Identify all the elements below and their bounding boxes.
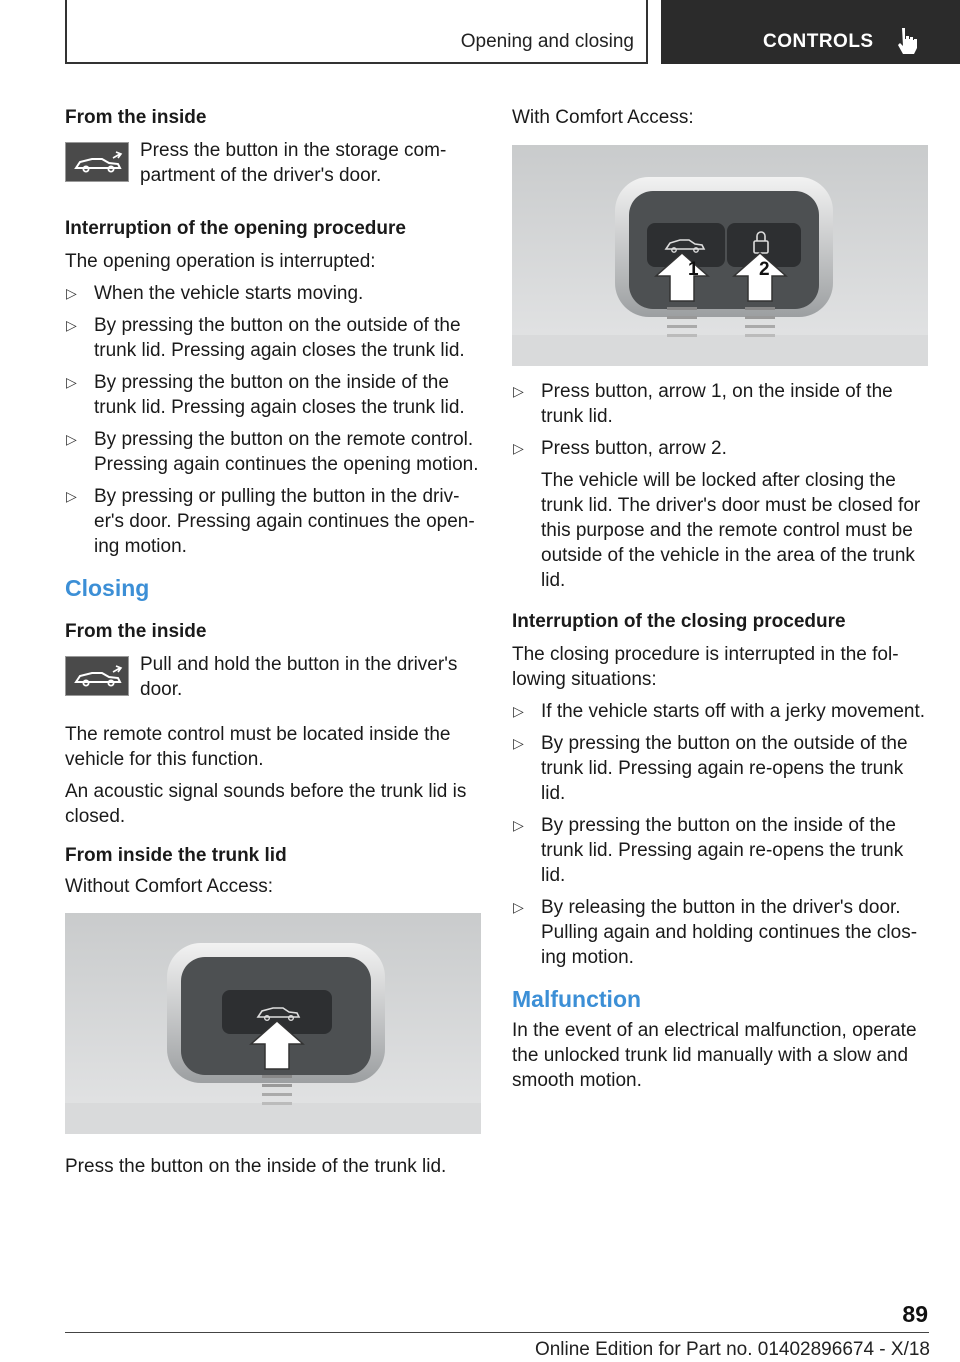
section-heading-malfunction: Malfunction — [512, 986, 642, 1012]
bullet-triangle-icon: ▷ — [513, 817, 524, 833]
subheading-trunk-lid: From inside the trunk lid — [65, 845, 287, 866]
interruption-close-intro: The closing procedure is interrupted in the following situations: — [512, 644, 899, 690]
edition-note: Online Edition for Part no. 01402896674 - X/18 — [534, 1339, 930, 1360]
subheading-interruption-close: Interruption of the closing procedure — [512, 611, 846, 632]
step-2-explanation: The vehicle will be locked after closing the trunk lid. The driver's door must be closed for this purpose and the remote control must be outside of the vehicle in the area of the trunk lid. — [541, 470, 921, 591]
list-item: ▷ By pressing the button on the inside of the trunk lid. Pressing again closes the trunk lid. — [66, 372, 465, 418]
photo-label-2: 2 — [759, 259, 770, 280]
pointing-hand-icon — [895, 26, 919, 54]
trunk-button-icon — [65, 656, 129, 696]
with-comfort-label: With Comfort Access: — [512, 107, 694, 128]
list-item: ▷ By pressing the button on the inside of the trunk lid. Pressing again re-opens the trunk lid. — [513, 815, 904, 886]
list-item: ▷ If the vehicle starts off with a jerky movement. — [513, 701, 926, 722]
list-item: ▷ By releasing the button in the driver's door. Pulling again and holding continues the closing motion. — [513, 897, 918, 968]
list-item: ▷ Press button, arrow 2. The vehicle will be locked after closing the trunk lid. The driver's door must be closed for this purpose and the remote control must be outside of the vehicle in the area of the trunk lid. — [512, 436, 930, 593]
subheading-from-inside-closing: From the inside — [65, 621, 207, 642]
interruption-open-intro: The opening operation is interrupted: — [65, 251, 376, 272]
right-column — [512, 105, 930, 1100]
section-title: Opening and closing — [460, 31, 634, 52]
trunk-button-icon — [65, 142, 129, 182]
trunk-button-photo-single — [65, 913, 481, 1134]
bullet-triangle-icon: ▷ — [513, 440, 524, 456]
list-item: ▷ Press button, arrow 1, on the inside of the trunk lid. — [513, 381, 893, 427]
malfunction-text: In the event of an electrical malfunction, operate the unlocked trunk lid manually with a slow and smooth motion. — [512, 1020, 917, 1091]
list-item: ▷ By pressing the button on the remote control. Pressing again continues the opening motion. — [66, 429, 479, 475]
bullet-triangle-icon: ▷ — [66, 317, 77, 333]
chapter-title: CONTROLS — [763, 31, 874, 52]
icon-row-closing — [65, 652, 481, 708]
comfort-steps-list — [512, 379, 930, 593]
closing-paragraph-2: An acoustic signal sounds before the trunk lid is closed. — [65, 781, 467, 827]
header-chapter-box — [661, 0, 960, 64]
header-section-box — [65, 0, 648, 64]
trunk-button-photo-double — [512, 145, 928, 366]
closing-paragraph-1: The remote control must be located inside the vehicle for this function. — [65, 724, 451, 770]
section-heading-closing: Closing — [65, 575, 150, 601]
closing-icon-text: Pull and hold the button in the driver's door. — [140, 654, 458, 700]
subheading-interruption-open: Interruption of the opening procedure — [65, 218, 406, 239]
page-number: 89 — [902, 1301, 928, 1327]
bullet-triangle-icon: ▷ — [513, 735, 524, 751]
left-column — [65, 105, 481, 1186]
icon-row-storage — [65, 138, 481, 194]
photo-caption: Press the button on the inside of the trunk lid. — [65, 1156, 447, 1177]
list-item: ▷ When the vehicle starts moving. — [66, 283, 364, 304]
photo-label-1: 1 — [688, 259, 699, 280]
interruption-close-list — [512, 699, 930, 970]
bullet-triangle-icon: ▷ — [66, 488, 77, 504]
footer-divider — [65, 1332, 929, 1333]
bullet-triangle-icon: ▷ — [66, 374, 77, 390]
without-comfort-label: Without Comfort Access: — [65, 876, 274, 897]
list-item: ▷ By pressing or pulling the button in the driver's door. Pressing again continues the opening motion. — [66, 486, 475, 557]
subheading-from-inside: From the inside — [65, 107, 207, 128]
bullet-triangle-icon: ▷ — [513, 899, 524, 915]
list-item: ▷ By pressing the button on the outside of the trunk lid. Pressing again closes the trunk lid. — [66, 315, 465, 361]
bullet-triangle-icon: ▷ — [513, 703, 524, 719]
storage-text: Press the button in the storage compartment of the driver's door. — [140, 140, 447, 186]
list-item: ▷ By pressing the button on the outside of the trunk lid. Pressing again re-opens the trunk lid. — [513, 733, 908, 804]
bullet-triangle-icon: ▷ — [66, 285, 77, 301]
bullet-triangle-icon: ▷ — [66, 431, 77, 447]
interruption-open-list — [65, 281, 481, 559]
bullet-triangle-icon: ▷ — [513, 383, 524, 399]
